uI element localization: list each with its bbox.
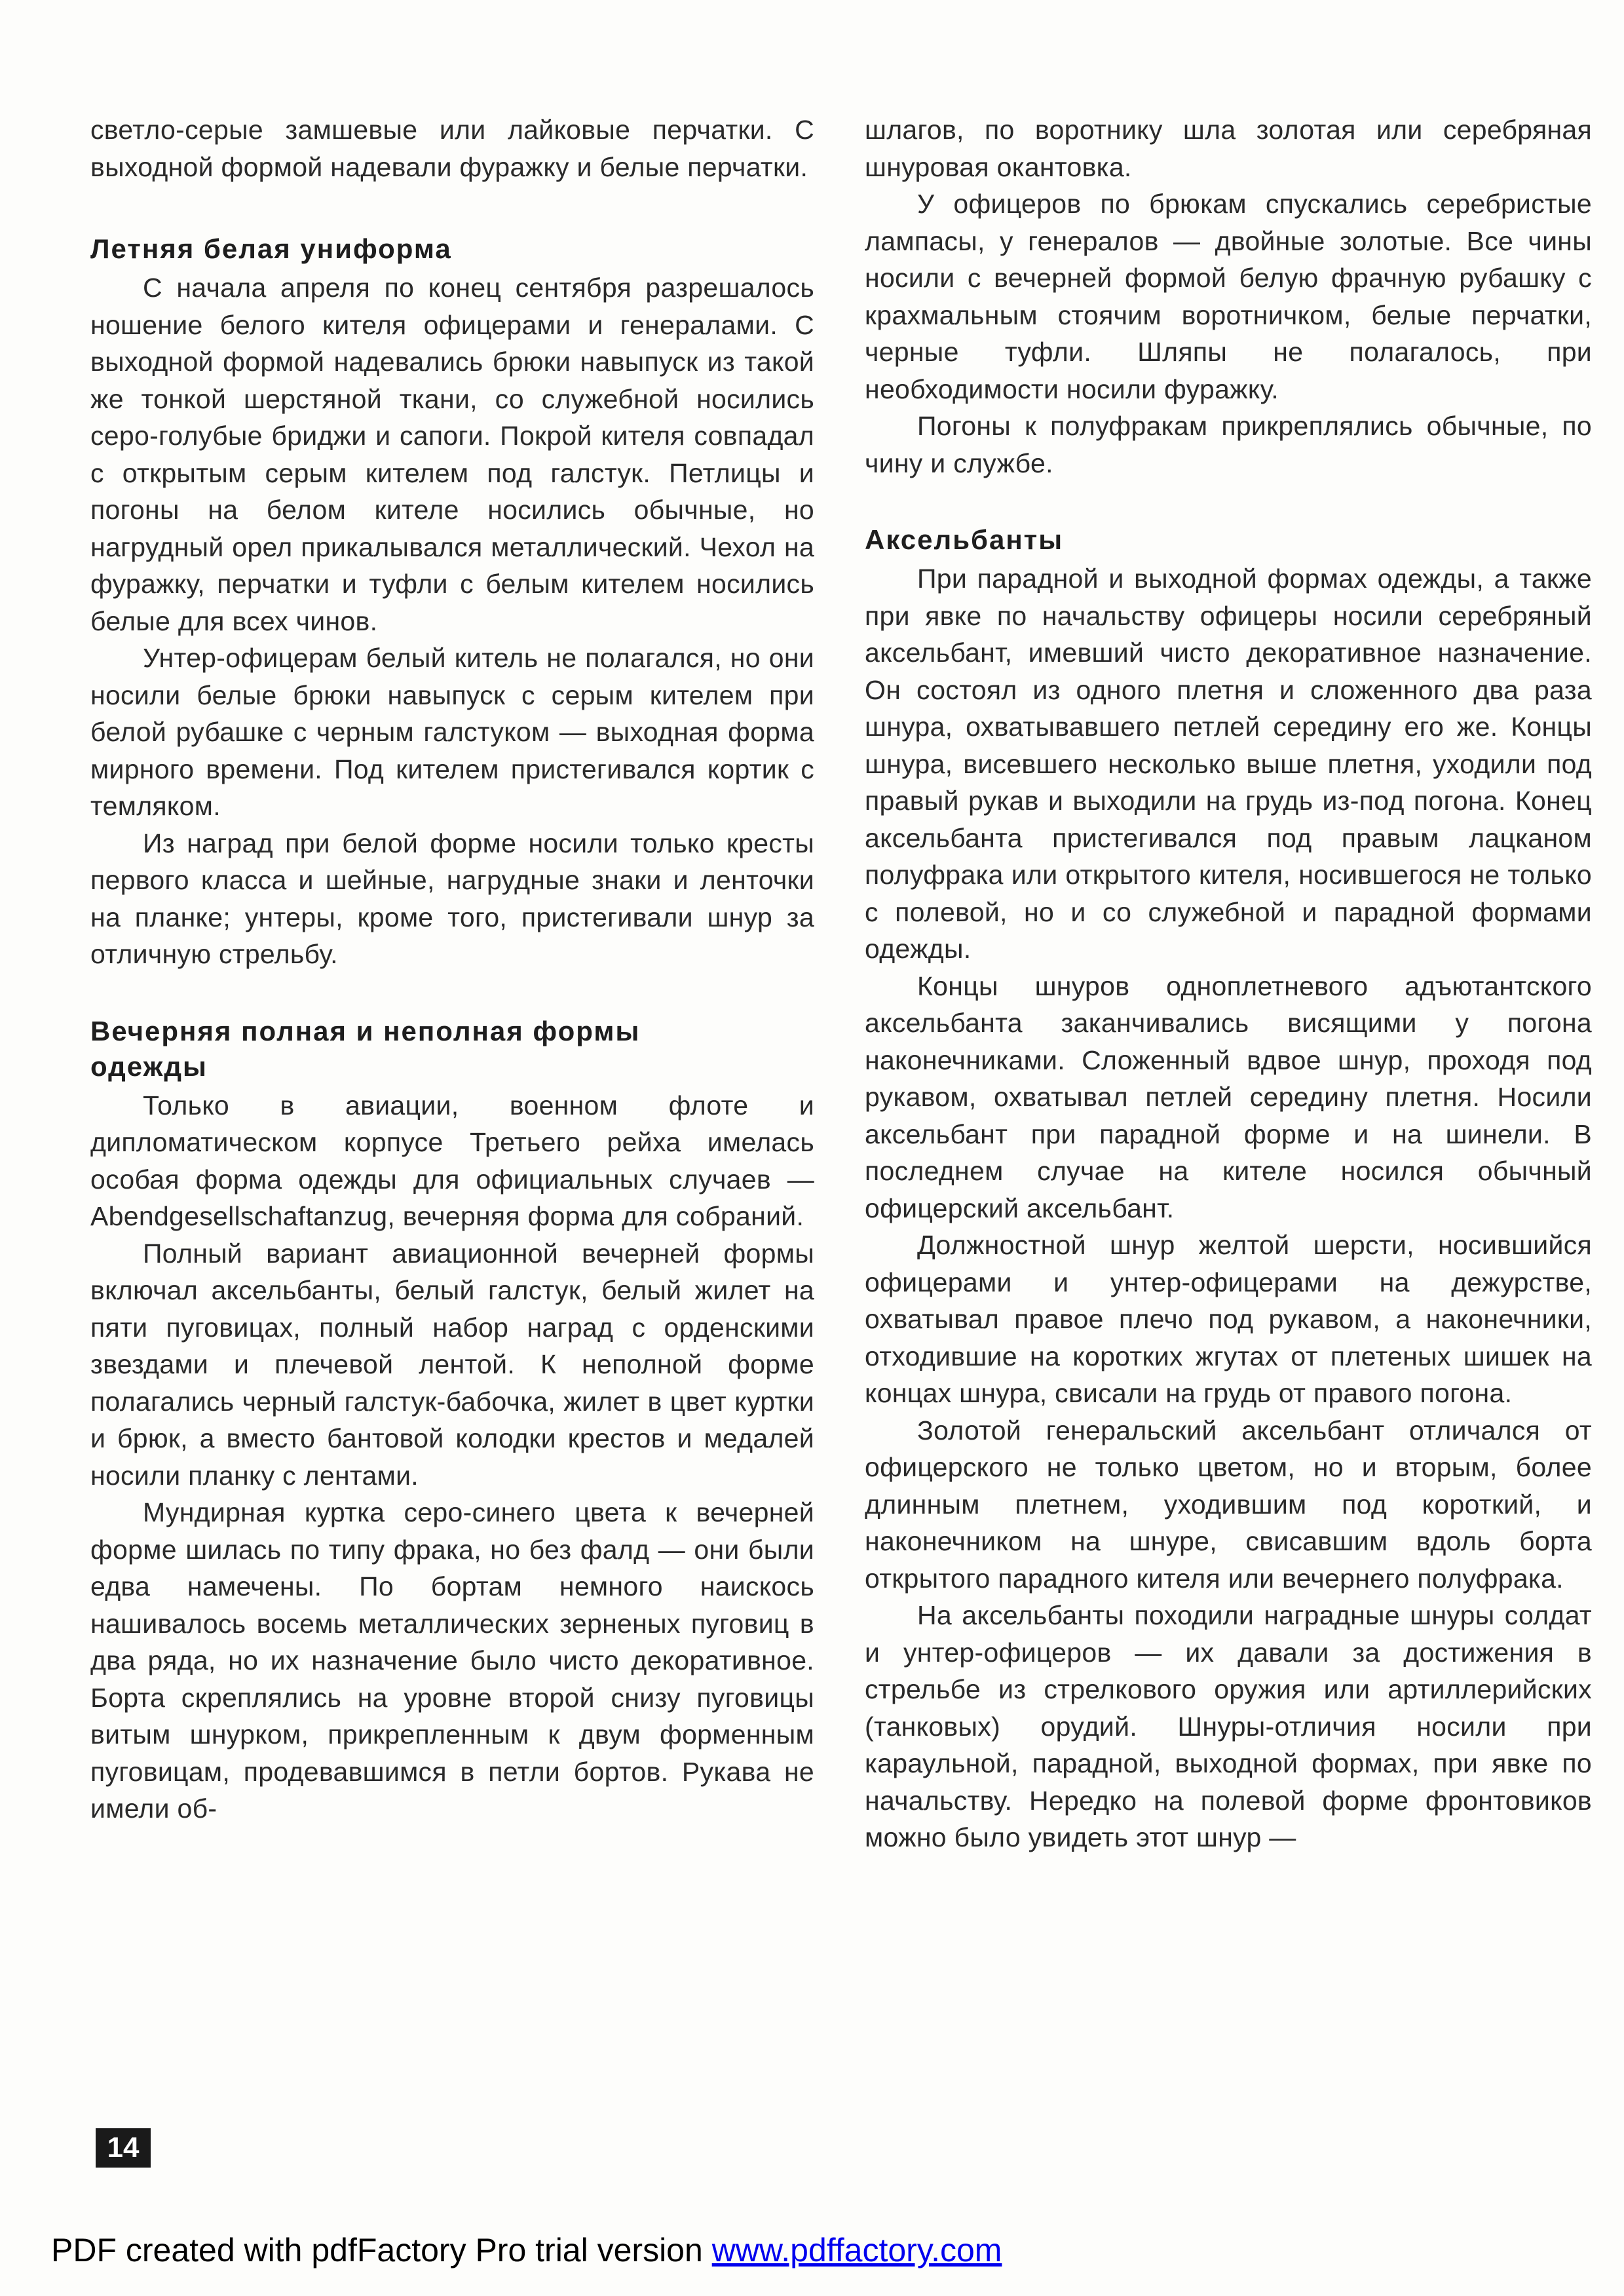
paragraph: При парадной и выходной формах одежды, а также при явке по начальству офицеры носили серебряный аксельбант, имевший чисто декоративное назначение. Он состоял из одного плетня и сложенного два раза шнура, охватывавшего петлей середину его же. Концы шнура, висевшего несколько выше плетня, уходили под правый рукав и выходили на грудь из-под погона. Конец аксельбанта пристегивался под правым лацканом полуфрака или открытого кителя, носившегося не только с полевой, но и со служебной и парадной формами одежды. [865,564,1592,964]
page-number: 14 [96,2128,151,2168]
section-heading-summer-uniform: Летняя белая униформа [90,233,452,264]
paragraph: светло-серые замшевые или лайковые перчатки. С выходной формой надевали фуражку и белые перчатки. [90,115,814,182]
paragraph: Погоны к полуфракам прикреплялись обычные, по чину и службе. [865,411,1592,478]
paragraph: Должностной шнур желтой шерсти, носившийся офицерами и унтер-офицерами на дежурстве, охватывал правое плечо под рукавом, а наконечники, отходившие на коротких жгутах от плетеных шишек на концах шнура, свисали на грудь от правого погона. [865,1230,1592,1408]
right-column [865,111,1592,1856]
paragraph: У офицеров по брюкам спускались серебристые лампасы, у генералов — двойные золотые. Все чины носили с вечерней формой белую фрачную рубашку с крахмальным стоячим воротничком, белые перчатки, черные туфли. Шляпы не полагалось, при необходимости носили фуражку. [865,189,1592,404]
footer-link[interactable]: www.pdffactory.com [711,2232,1002,2268]
section-heading-evening-uniform: Вечерняя полная и неполная формы одежды [90,1015,641,1082]
paragraph: Унтер-офицерам белый китель не полагался, но они носили белые брюки навыпуск с серым кителем при белой рубашке с черным галстуком — выходная форма мирного времени. Под кителем пристегивался кортик с темляком. [90,643,814,821]
pdf-footer [51,2230,1002,2270]
paragraph: Только в авиации, военном флоте и дипломатическом корпусе Третьего рейха имелась особая форма одежды для официальных случаев — Abendgesellschaftanzug, вечерняя форма для собраний. [90,1090,814,1231]
paragraph: Мундирная куртка серо-синего цвета к вечерней форме шилась по типу фрака, но без фалд — они были едва намечены. По бортам немного наискось нашивалось восемь металлических зерненых пуговиц в два ряда, но их назначение было чисто декоративное. Борта скреплялись на уровне второй снизу пуговицы витым шнурком, прикрепленным к двум форменным пуговицам, продевавшимся в петли бортов. Рукава не имели об- [90,1497,814,1824]
paragraph: На аксельбанты походили наградные шнуры солдат и унтер-офицеров — их давали за достижения в стрельбе из стрелкового оружия или артиллерийских (танковых) орудий. Шнуры-отличия носили при караульной, парадной, выходной формах, при явке по начальству. Нередко на полевой форме фронтовиков можно было увидеть этот шнур — [865,1600,1592,1852]
paragraph: шлагов, по воротнику шла золотая или серебряная шнуровая окантовка. [865,115,1592,182]
paragraph: Золотой генеральский аксельбант отличался от офицерского не только цветом, но и вторым, более длинным плетнем, уходившим под короткий, и наконечником на шнуре, свисавшим вдоль борта открытого парадного кителя или вечернего полуфрака. [865,1415,1592,1594]
section-heading-aiguillettes: Аксельбанты [865,524,1064,555]
footer-text: PDF created with pdfFactory Pro trial version [51,2232,712,2268]
paragraph: С начала апреля по конец сентября разрешалось ношение белого кителя офицерами и генералами. С выходной формой надевались брюки навыпуск из такой же тонкой шерстяной ткани, со служебной носились серо-голубые бриджи и сапоги. Покрой кителя совпадал с открытым серым кителем под галстук. Петлицы и погоны на белом кителе носились обычные, но нагрудный орел прикалывался металлический. Чехол на фуражку, перчатки и туфли с белым кителем носились белые для всех чинов. [90,273,814,636]
paragraph: Из наград при белой форме носили только кресты первого класса и шейные, нагрудные знаки и ленточки на планке; унтеры, кроме того, пристегивали шнур за отличную стрельбу. [90,828,814,969]
left-column [90,111,814,1827]
paragraph: Концы шнуров одноплетневого адъютантского аксельбанта заканчивались висящими у погона наконечниками. Сложенный вдвое шнур, проходя под рукавом, охватывал петлей середину плетня. Носили аксельбант при парадной форме и на шинели. В последнем случае на кителе носился обычный офицерский аксельбант. [865,970,1592,1223]
paragraph: Полный вариант авиационной вечерней формы включал аксельбанты, белый галстук, белый жилет на пяти пуговицах, полный набор наград с орденскими звездами и плечевой лентой. К неполной форме полагались черный галстук-бабочка, жилет в цвет куртки и брюк, а вместо бантовой колодки крестов и медалей носили планку с лентами. [90,1238,814,1491]
